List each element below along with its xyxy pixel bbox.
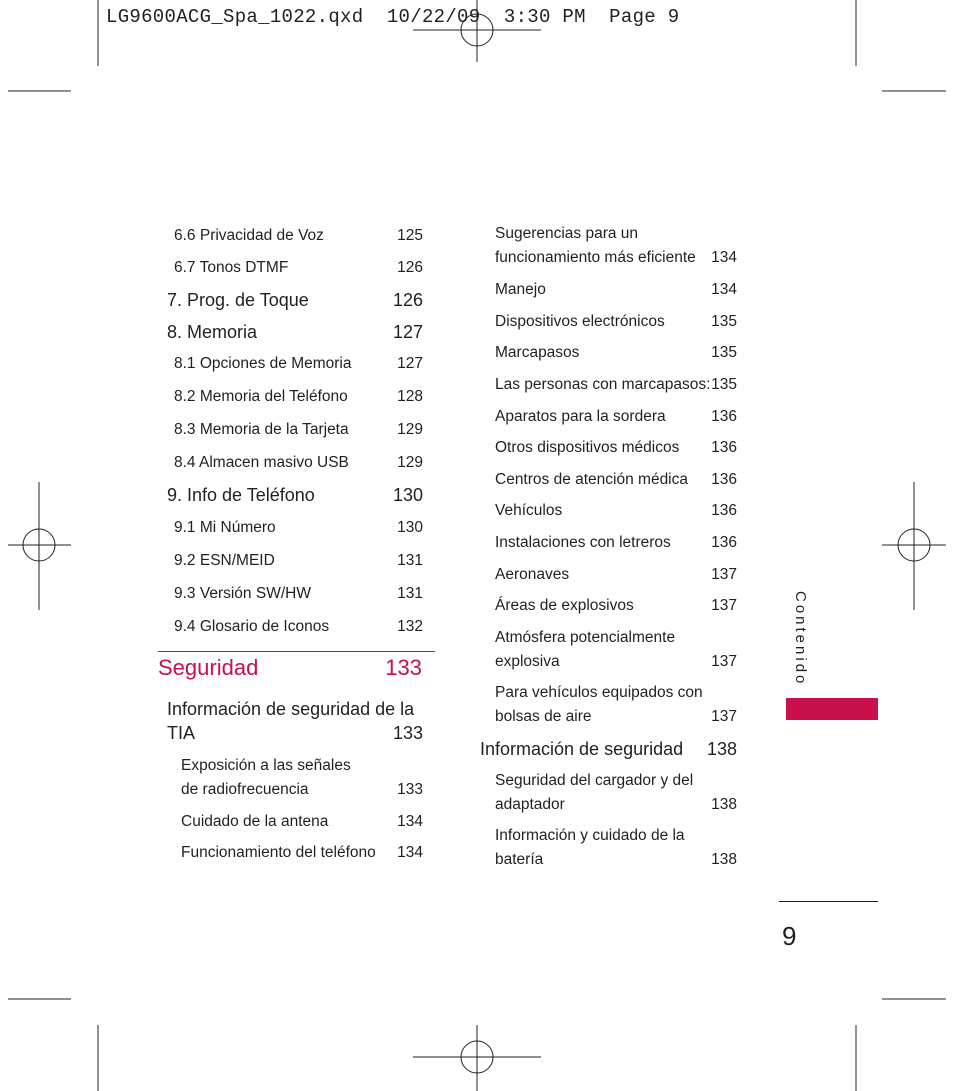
toc-entry-7: 7. Prog. de Toque 126 [167, 290, 423, 310]
toc-entry-sordera: Aparatos para la sordera 136 [495, 408, 737, 425]
toc-entry-8-2: 8.2 Memoria del Teléfono 128 [174, 388, 423, 405]
toc-entry-letreros: Instalaciones con letreros 136 [495, 534, 737, 551]
page-number: 9 [782, 921, 797, 951]
toc-entry-marcapasos: Marcapasos 135 [495, 344, 737, 361]
toc-entry-aeronaves: Aeronaves 137 [495, 566, 737, 583]
toc-entry-6-7: 6.7 Tonos DTMF 126 [174, 259, 423, 276]
toc-entry-atmosfera: Atmósfera potencialmente explosiva 137 [495, 629, 737, 670]
toc-entry-8-3: 8.3 Memoria de la Tarjeta 129 [174, 421, 423, 438]
toc-entry-bateria: Información y cuidado de la batería 138 [495, 827, 737, 868]
toc-entry-vehiculos: Vehículos 136 [495, 502, 737, 519]
side-tab-label: Contenido [792, 591, 809, 687]
toc-entry-personas-marcapasos: Las personas con marcapasos: 135 [495, 376, 737, 393]
toc-entry-info-seguridad: Información de seguridad 138 [480, 739, 737, 759]
toc-entry-exposicion: Exposición a las señales de radiofrecuencia 133 [181, 757, 423, 798]
toc-entry-cargador: Seguridad del cargador y del adaptador 138 [495, 772, 737, 813]
toc-entry-manejo: Manejo 134 [495, 281, 737, 298]
toc-entry-9: 9. Info de Teléfono 130 [167, 485, 423, 505]
toc-entry-centros: Centros de atención médica 136 [495, 471, 737, 488]
toc-entry-6-6: 6.6 Privacidad de Voz 125 [174, 227, 423, 244]
toc-entry-9-3: 9.3 Versión SW/HW 131 [174, 585, 423, 602]
toc-entry-seguridad-tia: Información de seguridad de la TIA 133 [167, 699, 423, 743]
print-slug-line: LG9600ACG_Spa_1022.qxd 10/22/09 3:30 PM Page 9 [106, 6, 680, 28]
toc-entry-bolsas-aire: Para vehículos equipados con bolsas de aire 137 [495, 684, 737, 725]
toc-entry-9-1: 9.1 Mi Número 130 [174, 519, 423, 536]
folio-rule [779, 901, 878, 902]
side-tab-marker [786, 698, 878, 720]
toc-entry-9-2: 9.2 ESN/MEID 131 [174, 552, 423, 569]
toc-entry-funcionamiento: Funcionamiento del teléfono 134 [181, 844, 423, 861]
toc-entry-dispositivos: Dispositivos electrónicos 135 [495, 313, 737, 330]
toc-entry-explosivos: Áreas de explosivos 137 [495, 597, 737, 614]
toc-entry-9-4: 9.4 Glosario de Iconos 132 [174, 618, 423, 635]
toc-entry-8: 8. Memoria 127 [167, 322, 423, 342]
toc-entry-8-1: 8.1 Opciones de Memoria 127 [174, 355, 423, 372]
toc-section-seguridad: Seguridad 133 [158, 651, 435, 684]
toc-entry-sugerencias: Sugerencias para un funcionamiento más eficiente 134 [495, 225, 737, 266]
toc-entry-otros-medicos: Otros dispositivos médicos 136 [495, 439, 737, 456]
toc-entry-8-4: 8.4 Almacen masivo USB 129 [174, 454, 423, 471]
toc-entry-antena: Cuidado de la antena 134 [181, 813, 423, 830]
